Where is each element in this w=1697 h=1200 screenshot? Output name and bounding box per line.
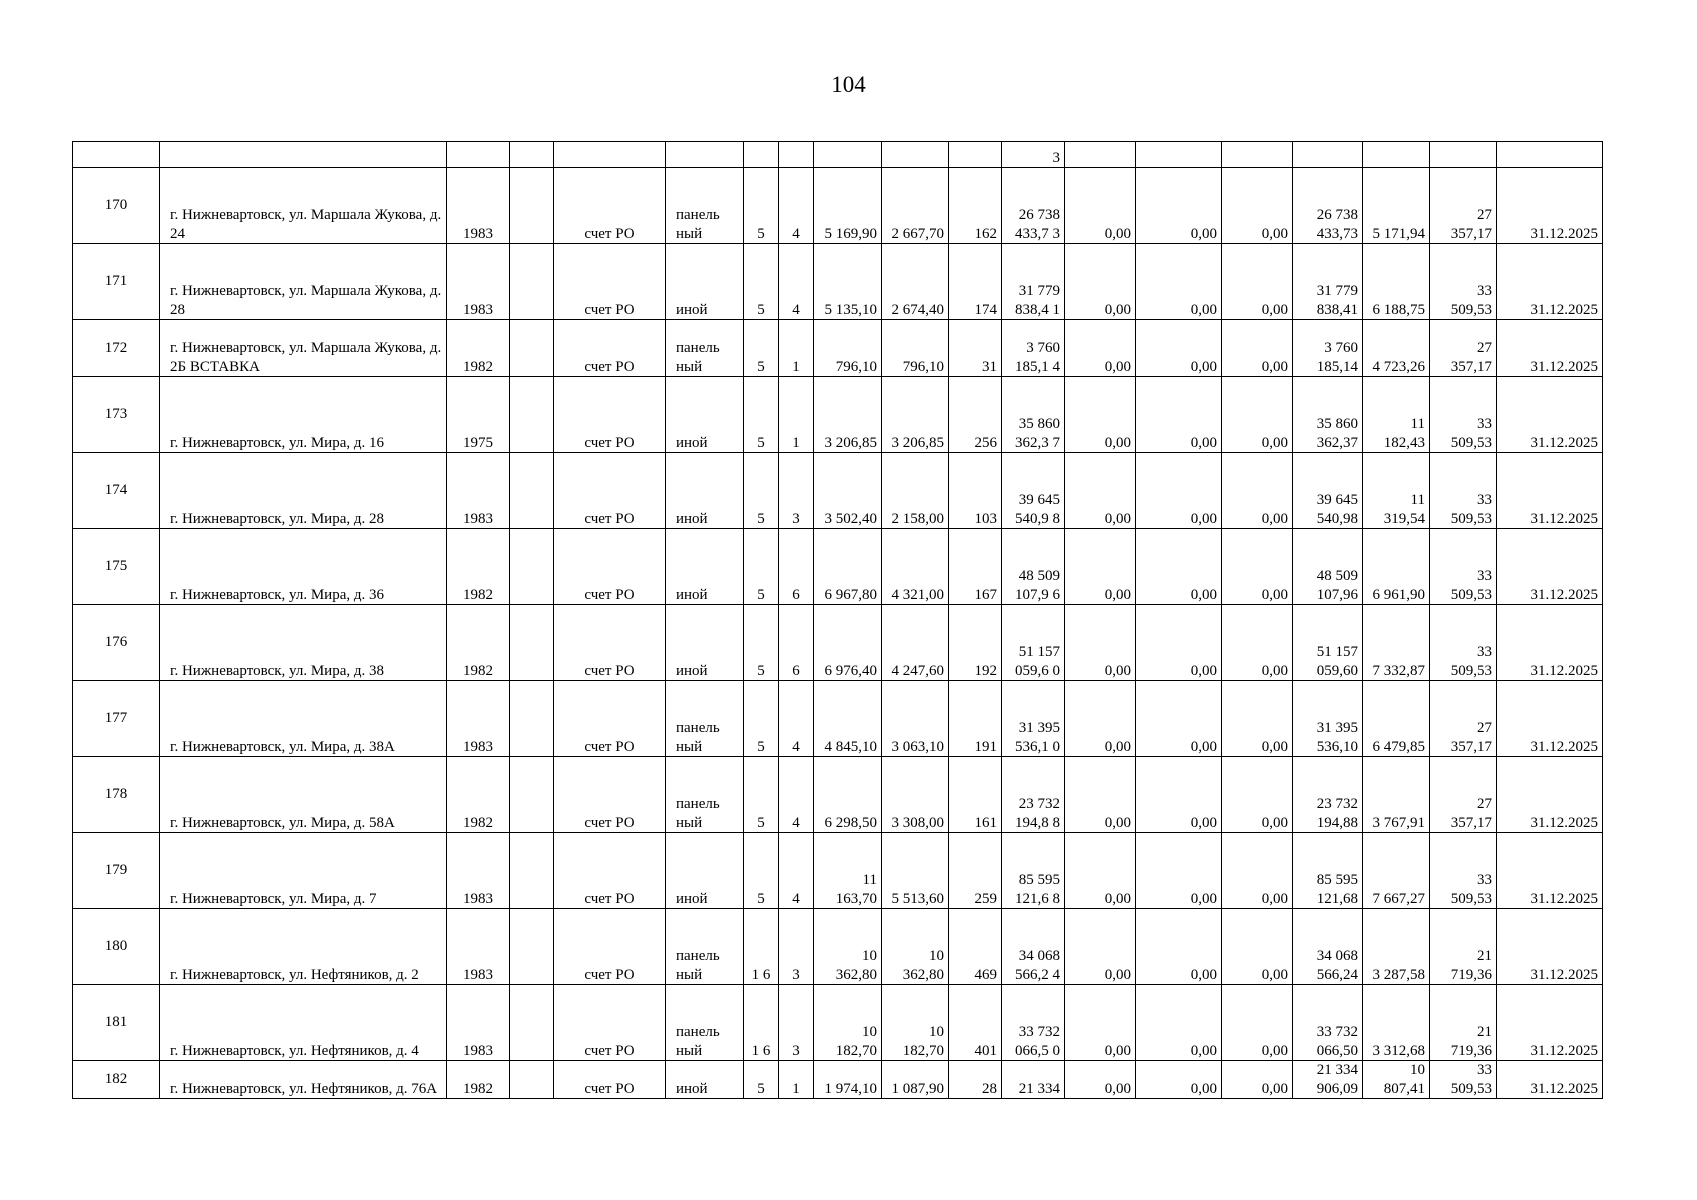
entrances-cell: 4 <box>779 168 814 244</box>
living-area-cell: 3 206,85 <box>882 377 949 453</box>
row-number-cell: 181 <box>73 985 160 1061</box>
empty-cell <box>510 681 554 757</box>
floors-cell: 5 <box>744 681 779 757</box>
fund-cell-1: 0,00 <box>1065 168 1136 244</box>
row-number-cell: 178 <box>73 757 160 833</box>
header-cost-fragment: 3 <box>1002 142 1065 168</box>
entrances-cell: 4 <box>779 681 814 757</box>
residents-cell: 191 <box>949 681 1002 757</box>
address-cell: г. Нижневартовск, ул. Нефтяников, д. 76А <box>160 1061 447 1099</box>
wall-material-cell: панель ный <box>666 681 744 757</box>
cost-per-m2-cell: 7 667,27 <box>1363 833 1430 909</box>
total-cost-cell: 39 645 540,9 8 <box>1002 453 1065 529</box>
account-cell: счет РО <box>554 377 666 453</box>
total-area-cell: 6 298,50 <box>814 757 882 833</box>
entrances-cell: 1 <box>779 1061 814 1099</box>
wall-material-cell: панель ный <box>666 985 744 1061</box>
fund-cell-3: 0,00 <box>1222 985 1293 1061</box>
fund-cell-2: 0,00 <box>1136 833 1222 909</box>
account-cell: счет РО <box>554 529 666 605</box>
living-area-cell: 2 674,40 <box>882 244 949 320</box>
wall-material-cell: иной <box>666 1061 744 1099</box>
living-area-cell: 5 513,60 <box>882 833 949 909</box>
table-row <box>73 1061 1603 1099</box>
floors-cell: 5 <box>744 757 779 833</box>
table-row <box>73 909 1603 985</box>
row-number-cell: 174 <box>73 453 160 529</box>
fund-cell-4: 31 395 536,10 <box>1293 681 1363 757</box>
living-area-cell: 10 362,80 <box>882 909 949 985</box>
cost-limit-cell: 21 719,36 <box>1430 909 1497 985</box>
entrances-cell: 4 <box>779 244 814 320</box>
deadline-cell: 31.12.2025 <box>1497 1061 1603 1099</box>
fund-cell-3: 0,00 <box>1222 1061 1293 1099</box>
empty-cell <box>510 909 554 985</box>
total-area-cell: 4 845,10 <box>814 681 882 757</box>
header-cell <box>1363 142 1430 168</box>
table-row <box>73 377 1603 453</box>
page-number: 104 <box>831 72 866 97</box>
fund-cell-1: 0,00 <box>1065 244 1136 320</box>
residents-cell: 469 <box>949 909 1002 985</box>
fund-cell-2: 0,00 <box>1136 453 1222 529</box>
table-row <box>73 605 1603 681</box>
empty-cell <box>510 985 554 1061</box>
floors-cell: 5 <box>744 529 779 605</box>
account-cell: счет РО <box>554 757 666 833</box>
total-area-cell: 11 163,70 <box>814 833 882 909</box>
deadline-cell: 31.12.2025 <box>1497 320 1603 377</box>
header-cell <box>949 142 1002 168</box>
fund-cell-4: 23 732 194,88 <box>1293 757 1363 833</box>
empty-cell <box>510 244 554 320</box>
entrances-cell: 6 <box>779 605 814 681</box>
empty-cell <box>510 757 554 833</box>
continued-header-row <box>73 142 1603 168</box>
wall-material-cell: панель ный <box>666 909 744 985</box>
living-area-cell: 2 667,70 <box>882 168 949 244</box>
residents-cell: 103 <box>949 453 1002 529</box>
total-cost-cell: 21 334 <box>1002 1061 1065 1099</box>
fund-cell-4: 51 157 059,60 <box>1293 605 1363 681</box>
fund-cell-4: 31 779 838,41 <box>1293 244 1363 320</box>
entrances-cell: 4 <box>779 757 814 833</box>
table-row <box>73 833 1603 909</box>
fund-cell-1: 0,00 <box>1065 985 1136 1061</box>
table-row <box>73 985 1603 1061</box>
total-cost-cell: 85 595 121,6 8 <box>1002 833 1065 909</box>
cost-per-m2-cell: 10 807,41 <box>1363 1061 1430 1099</box>
total-cost-cell: 3 760 185,1 4 <box>1002 320 1065 377</box>
residents-cell: 31 <box>949 320 1002 377</box>
living-area-cell: 4 247,60 <box>882 605 949 681</box>
living-area-cell: 3 063,10 <box>882 681 949 757</box>
entrances-cell: 3 <box>779 985 814 1061</box>
account-cell: счет РО <box>554 320 666 377</box>
total-cost-cell: 35 860 362,3 7 <box>1002 377 1065 453</box>
deadline-cell: 31.12.2025 <box>1497 985 1603 1061</box>
fund-cell-4: 48 509 107,96 <box>1293 529 1363 605</box>
wall-material-cell: панель ный <box>666 320 744 377</box>
table-row <box>73 529 1603 605</box>
total-cost-cell: 23 732 194,8 8 <box>1002 757 1065 833</box>
floors-cell: 5 <box>744 1061 779 1099</box>
fund-cell-4: 35 860 362,37 <box>1293 377 1363 453</box>
table-row <box>73 244 1603 320</box>
header-cell <box>1222 142 1293 168</box>
address-cell: г. Нижневартовск, ул. Нефтяников, д. 2 <box>160 909 447 985</box>
row-number-cell: 173 <box>73 377 160 453</box>
fund-cell-2: 0,00 <box>1136 757 1222 833</box>
header-cell <box>1293 142 1363 168</box>
table-row <box>73 681 1603 757</box>
fund-cell-1: 0,00 <box>1065 377 1136 453</box>
total-cost-cell: 26 738 433,7 3 <box>1002 168 1065 244</box>
entrances-cell: 6 <box>779 529 814 605</box>
entrances-cell: 1 <box>779 320 814 377</box>
fund-cell-2: 0,00 <box>1136 244 1222 320</box>
header-cell <box>160 142 447 168</box>
fund-cell-1: 0,00 <box>1065 320 1136 377</box>
header-cell <box>1430 142 1497 168</box>
account-cell: счет РО <box>554 605 666 681</box>
fund-cell-1: 0,00 <box>1065 1061 1136 1099</box>
fund-cell-4: 34 068 566,24 <box>1293 909 1363 985</box>
floors-cell: 5 <box>744 453 779 529</box>
fund-cell-2: 0,00 <box>1136 320 1222 377</box>
cost-limit-cell: 33 509,53 <box>1430 453 1497 529</box>
floors-cell: 5 <box>744 377 779 453</box>
account-cell: счет РО <box>554 453 666 529</box>
cost-per-m2-cell: 6 479,85 <box>1363 681 1430 757</box>
cost-limit-cell: 33 509,53 <box>1430 605 1497 681</box>
fund-cell-2: 0,00 <box>1136 985 1222 1061</box>
empty-cell <box>510 320 554 377</box>
deadline-cell: 31.12.2025 <box>1497 529 1603 605</box>
total-area-cell: 5 135,10 <box>814 244 882 320</box>
account-cell: счет РО <box>554 985 666 1061</box>
cost-limit-cell: 27 357,17 <box>1430 168 1497 244</box>
header-cell <box>73 142 160 168</box>
housing-registry-table <box>72 141 1603 1099</box>
deadline-cell: 31.12.2025 <box>1497 605 1603 681</box>
total-area-cell: 5 169,90 <box>814 168 882 244</box>
fund-cell-2: 0,00 <box>1136 1061 1222 1099</box>
floors-cell: 5 <box>744 168 779 244</box>
residents-cell: 162 <box>949 168 1002 244</box>
residents-cell: 259 <box>949 833 1002 909</box>
wall-material-cell: панель ный <box>666 757 744 833</box>
year-cell: 1983 <box>447 985 510 1061</box>
cost-limit-cell: 27 357,17 <box>1430 757 1497 833</box>
row-number-cell: 171 <box>73 244 160 320</box>
year-cell: 1975 <box>447 377 510 453</box>
residents-cell: 174 <box>949 244 1002 320</box>
living-area-cell: 4 321,00 <box>882 529 949 605</box>
cost-limit-cell: 27 357,17 <box>1430 681 1497 757</box>
floors-cell: 5 <box>744 833 779 909</box>
residents-cell: 161 <box>949 757 1002 833</box>
fund-cell-3: 0,00 <box>1222 909 1293 985</box>
year-cell: 1982 <box>447 529 510 605</box>
empty-cell <box>510 1061 554 1099</box>
address-cell: г. Нижневартовск, ул. Мира, д. 16 <box>160 377 447 453</box>
row-number-cell: 179 <box>73 833 160 909</box>
entrances-cell: 3 <box>779 909 814 985</box>
living-area-cell: 796,10 <box>882 320 949 377</box>
header-cell <box>1136 142 1222 168</box>
year-cell: 1983 <box>447 833 510 909</box>
account-cell: счет РО <box>554 244 666 320</box>
total-cost-cell: 51 157 059,6 0 <box>1002 605 1065 681</box>
fund-cell-3: 0,00 <box>1222 605 1293 681</box>
deadline-cell: 31.12.2025 <box>1497 909 1603 985</box>
wall-material-cell: иной <box>666 244 744 320</box>
table-row <box>73 168 1603 244</box>
header-cell <box>1497 142 1603 168</box>
cost-per-m2-cell: 5 171,94 <box>1363 168 1430 244</box>
entrances-cell: 4 <box>779 833 814 909</box>
fund-cell-2: 0,00 <box>1136 377 1222 453</box>
total-area-cell: 1 974,10 <box>814 1061 882 1099</box>
living-area-cell: 2 158,00 <box>882 453 949 529</box>
cost-per-m2-cell: 6 188,75 <box>1363 244 1430 320</box>
table-row <box>73 757 1603 833</box>
year-cell: 1983 <box>447 168 510 244</box>
wall-material-cell: иной <box>666 605 744 681</box>
deadline-cell: 31.12.2025 <box>1497 244 1603 320</box>
year-cell: 1982 <box>447 605 510 681</box>
total-area-cell: 10 362,80 <box>814 909 882 985</box>
total-cost-cell: 48 509 107,9 6 <box>1002 529 1065 605</box>
entrances-cell: 1 <box>779 377 814 453</box>
year-cell: 1983 <box>447 909 510 985</box>
wall-material-cell: иной <box>666 529 744 605</box>
fund-cell-1: 0,00 <box>1065 909 1136 985</box>
row-number-cell: 180 <box>73 909 160 985</box>
residents-cell: 192 <box>949 605 1002 681</box>
fund-cell-4: 26 738 433,73 <box>1293 168 1363 244</box>
registry-body <box>73 142 1603 1099</box>
entrances-cell: 3 <box>779 453 814 529</box>
living-area-cell: 3 308,00 <box>882 757 949 833</box>
fund-cell-4: 39 645 540,98 <box>1293 453 1363 529</box>
address-cell: г. Нижневартовск, ул. Маршала Жукова, д. 24 <box>160 168 447 244</box>
cost-per-m2-cell: 3 767,91 <box>1363 757 1430 833</box>
total-cost-cell: 33 732 066,5 0 <box>1002 985 1065 1061</box>
deadline-cell: 31.12.2025 <box>1497 168 1603 244</box>
deadline-cell: 31.12.2025 <box>1497 377 1603 453</box>
fund-cell-4: 3 760 185,14 <box>1293 320 1363 377</box>
fund-cell-1: 0,00 <box>1065 529 1136 605</box>
cost-limit-cell: 33 509,53 <box>1430 833 1497 909</box>
fund-cell-1: 0,00 <box>1065 453 1136 529</box>
deadline-cell: 31.12.2025 <box>1497 453 1603 529</box>
residents-cell: 167 <box>949 529 1002 605</box>
deadline-cell: 31.12.2025 <box>1497 833 1603 909</box>
floors-cell: 5 <box>744 320 779 377</box>
header-cell <box>1065 142 1136 168</box>
table-row <box>73 320 1603 377</box>
header-cell <box>666 142 744 168</box>
total-cost-cell: 34 068 566,2 4 <box>1002 909 1065 985</box>
header-cell <box>882 142 949 168</box>
address-cell: г. Нижневартовск, ул. Мира, д. 38А <box>160 681 447 757</box>
fund-cell-3: 0,00 <box>1222 377 1293 453</box>
address-cell: г. Нижневартовск, ул. Мира, д. 38 <box>160 605 447 681</box>
wall-material-cell: иной <box>666 453 744 529</box>
fund-cell-3: 0,00 <box>1222 168 1293 244</box>
year-cell: 1982 <box>447 1061 510 1099</box>
address-cell: г. Нижневартовск, ул. Маршала Жукова, д. 28 <box>160 244 447 320</box>
floors-cell: 1 6 <box>744 985 779 1061</box>
fund-cell-3: 0,00 <box>1222 320 1293 377</box>
fund-cell-4: 33 732 066,50 <box>1293 985 1363 1061</box>
account-cell: счет РО <box>554 168 666 244</box>
living-area-cell: 10 182,70 <box>882 985 949 1061</box>
residents-cell: 28 <box>949 1061 1002 1099</box>
cost-limit-cell: 33 509,53 <box>1430 1061 1497 1099</box>
table-row <box>73 453 1603 529</box>
fund-cell-1: 0,00 <box>1065 605 1136 681</box>
total-area-cell: 10 182,70 <box>814 985 882 1061</box>
row-number-cell: 176 <box>73 605 160 681</box>
fund-cell-3: 0,00 <box>1222 681 1293 757</box>
header-cell <box>510 142 554 168</box>
empty-cell <box>510 605 554 681</box>
cost-limit-cell: 21 719,36 <box>1430 985 1497 1061</box>
total-cost-cell: 31 395 536,1 0 <box>1002 681 1065 757</box>
row-number-cell: 182 <box>73 1061 160 1099</box>
empty-cell <box>510 453 554 529</box>
living-area-cell: 1 087,90 <box>882 1061 949 1099</box>
fund-cell-3: 0,00 <box>1222 529 1293 605</box>
year-cell: 1982 <box>447 320 510 377</box>
cost-per-m2-cell: 11 182,43 <box>1363 377 1430 453</box>
row-number-cell: 172 <box>73 320 160 377</box>
fund-cell-2: 0,00 <box>1136 681 1222 757</box>
empty-cell <box>510 168 554 244</box>
fund-cell-4: 21 334 906,09 <box>1293 1061 1363 1099</box>
address-cell: г. Нижневартовск, ул. Мира, д. 36 <box>160 529 447 605</box>
fund-cell-2: 0,00 <box>1136 909 1222 985</box>
cost-per-m2-cell: 6 961,90 <box>1363 529 1430 605</box>
header-cell <box>779 142 814 168</box>
year-cell: 1982 <box>447 757 510 833</box>
deadline-cell: 31.12.2025 <box>1497 757 1603 833</box>
row-number-cell: 170 <box>73 168 160 244</box>
deadline-cell: 31.12.2025 <box>1497 681 1603 757</box>
wall-material-cell: иной <box>666 377 744 453</box>
account-cell: счет РО <box>554 909 666 985</box>
cost-per-m2-cell: 7 332,87 <box>1363 605 1430 681</box>
header-cell <box>744 142 779 168</box>
address-cell: г. Нижневартовск, ул. Мира, д. 7 <box>160 833 447 909</box>
cost-limit-cell: 33 509,53 <box>1430 377 1497 453</box>
row-number-cell: 177 <box>73 681 160 757</box>
row-number-cell: 175 <box>73 529 160 605</box>
fund-cell-1: 0,00 <box>1065 681 1136 757</box>
account-cell: счет РО <box>554 833 666 909</box>
wall-material-cell: панель ный <box>666 168 744 244</box>
cost-per-m2-cell: 11 319,54 <box>1363 453 1430 529</box>
fund-cell-3: 0,00 <box>1222 453 1293 529</box>
address-cell: г. Нижневартовск, ул. Мира, д. 58А <box>160 757 447 833</box>
fund-cell-3: 0,00 <box>1222 833 1293 909</box>
address-cell: г. Нижневартовск, ул. Маршала Жукова, д. 2Б ВСТАВКА <box>160 320 447 377</box>
total-area-cell: 796,10 <box>814 320 882 377</box>
residents-cell: 256 <box>949 377 1002 453</box>
fund-cell-2: 0,00 <box>1136 168 1222 244</box>
total-area-cell: 6 976,40 <box>814 605 882 681</box>
cost-per-m2-cell: 3 287,58 <box>1363 909 1430 985</box>
fund-cell-3: 0,00 <box>1222 757 1293 833</box>
empty-cell <box>510 529 554 605</box>
cost-limit-cell: 27 357,17 <box>1430 320 1497 377</box>
year-cell: 1983 <box>447 453 510 529</box>
floors-cell: 5 <box>744 605 779 681</box>
year-cell: 1983 <box>447 681 510 757</box>
fund-cell-3: 0,00 <box>1222 244 1293 320</box>
header-cell <box>554 142 666 168</box>
fund-cell-1: 0,00 <box>1065 757 1136 833</box>
fund-cell-2: 0,00 <box>1136 529 1222 605</box>
fund-cell-1: 0,00 <box>1065 833 1136 909</box>
total-area-cell: 6 967,80 <box>814 529 882 605</box>
empty-cell <box>510 833 554 909</box>
cost-limit-cell: 33 509,53 <box>1430 529 1497 605</box>
header-cell <box>447 142 510 168</box>
cost-limit-cell: 33 509,53 <box>1430 244 1497 320</box>
residents-cell: 401 <box>949 985 1002 1061</box>
account-cell: счет РО <box>554 681 666 757</box>
total-cost-cell: 31 779 838,4 1 <box>1002 244 1065 320</box>
year-cell: 1983 <box>447 244 510 320</box>
address-cell: г. Нижневартовск, ул. Нефтяников, д. 4 <box>160 985 447 1061</box>
cost-per-m2-cell: 3 312,68 <box>1363 985 1430 1061</box>
fund-cell-2: 0,00 <box>1136 605 1222 681</box>
total-area-cell: 3 502,40 <box>814 453 882 529</box>
address-cell: г. Нижневартовск, ул. Мира, д. 28 <box>160 453 447 529</box>
floors-cell: 5 <box>744 244 779 320</box>
cost-per-m2-cell: 4 723,26 <box>1363 320 1430 377</box>
empty-cell <box>510 377 554 453</box>
total-area-cell: 3 206,85 <box>814 377 882 453</box>
fund-cell-4: 85 595 121,68 <box>1293 833 1363 909</box>
wall-material-cell: иной <box>666 833 744 909</box>
account-cell: счет РО <box>554 1061 666 1099</box>
floors-cell: 1 6 <box>744 909 779 985</box>
header-cell <box>814 142 882 168</box>
